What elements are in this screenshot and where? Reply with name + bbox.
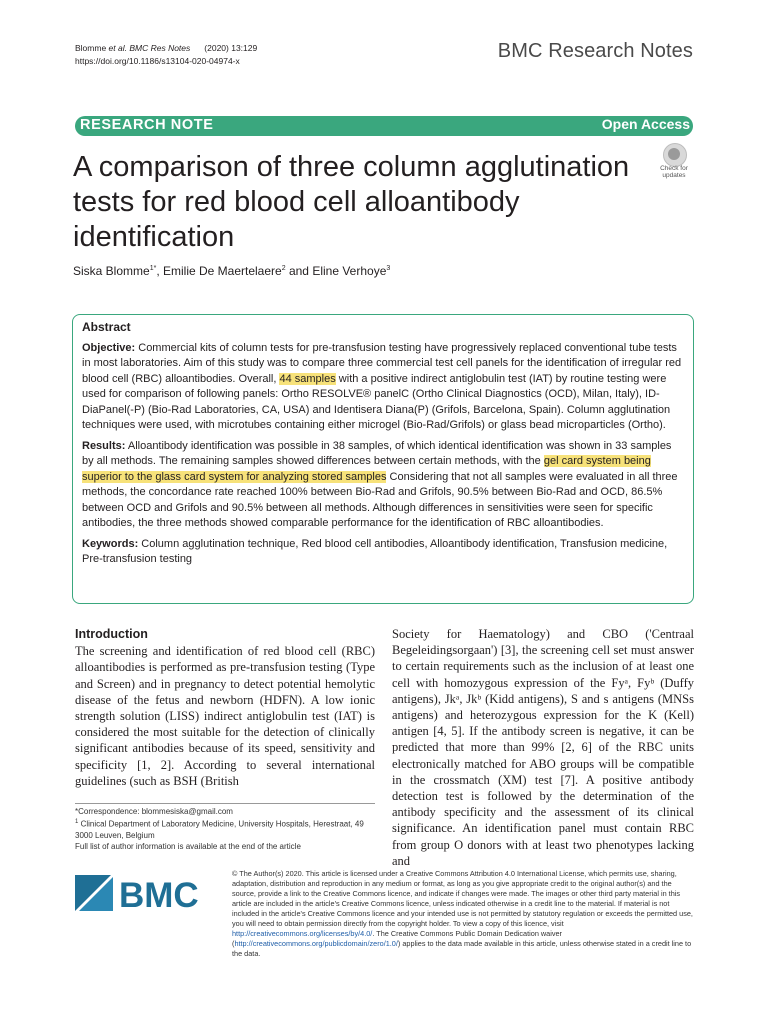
affiliation-number: 1 <box>75 819 79 825</box>
objective-text: Commercial kits of column tests for pre-transfusion testing have progressively replaced conventional tube tests in most laboratories. Aim of this study was to compare three commercial test cell panels for the identification of irregular red blood cell (RBC) alloantibodies. Overall, <box>82 341 682 385</box>
doi-link[interactable]: https://doi.org/10.1186/s13104-020-04974-x <box>75 56 240 66</box>
correspondence: *Correspondence: blommesiska@gmail.com <box>75 807 233 816</box>
check-for-updates-badge[interactable] <box>655 143 693 181</box>
citation-authors: Blomme <box>75 43 109 53</box>
check-updates-icon-inner <box>668 148 680 160</box>
author-name[interactable]: Eline Verhoye <box>312 264 387 278</box>
citation-journal: et al. BMC Res Notes <box>108 43 191 53</box>
open-access-label: Open Access <box>601 116 690 132</box>
author-affiliation: 3 <box>386 265 391 272</box>
results-text-cont: Considering that not all samples were evaluated in all three methods, the concordance rate reached 100% between Bio-Rad and Grifols, 90.5% between Bio-Rad and OCD, 86.5% between OCD and Grifols and 90.5% between all methods. Although differences in sensitivities were seen for specific antibodies, the three methods showed comparable performance for the identification of RBC alloantibodies. <box>82 470 678 529</box>
journal-name: BMC Research Notes <box>497 40 693 62</box>
author-info-note: Full list of author information is available at the end of the article <box>75 841 301 851</box>
body-column-right <box>392 626 694 869</box>
abstract-results <box>82 439 684 532</box>
citation-header <box>75 42 257 68</box>
bmc-logo <box>75 873 215 913</box>
license-link[interactable]: http://creativecommons.org/licenses/by/4.0/ <box>232 929 373 938</box>
results-label: Results: <box>82 439 126 452</box>
affiliation-text: Clinical Department of Laboratory Medicine, University Hospitals, Herestraat, 49 3000 Leuven, Belgium <box>75 819 364 840</box>
author-name[interactable]: Emilie De Maertelaere <box>162 264 282 278</box>
keywords-label: Keywords: <box>82 537 139 550</box>
affiliation <box>75 817 375 841</box>
author-list: Siska Blomme$^{1*}$, Emilie De Maertelaere$^2$ and Eline Verhoye$^3$ <box>73 264 391 278</box>
keywords-text: Column agglutination technique, Red blood cell antibodies, Alloantibody identification, Transfusion medicine, Pre-transfusion testing <box>82 537 668 565</box>
intro-paragraph: The screening and identification of red blood cell (RBC) alloantibodies is performed as pre-transfusion testing (Type and Screen) and in pregnancy to detect potential hemolytic disease of the fetus and newborn (HDFN). A low ionic strength solution (LISS) indirect antiglobulin test (IAT) is considered the most suitable for the detection of clinically significant antibodies because of its speed, sensitivity and specificity [1, 2]. According to several international guidelines (such as BSH (British <box>75 644 375 788</box>
license-body-end: ) applies to the data made available in this article, unless otherwise stated in a credit line to the data. <box>232 939 692 958</box>
author-affiliation: 1* <box>149 265 157 272</box>
intro-paragraph-cont: Society for Haematology) and CBO ('Centraal Begeleidingsorgaan') [3], the screening cell set must answer to certain requirements such as the inclusion of at least one cell with homozygous expression of the Fyᵃ, Fyᵇ (Duffy antigens), Jkᵃ, Jkᵇ (Kidd antigens), S and s antigens (MNSs antigens) and heterozygous expression for the K (Kell) antigen [4, 5]. If the antibody screen is negative, it can be predicted that more than 99% [2, 6] of the RBC units electronically matched for ABO groups will be compatible in the crossmatch (XM) test [7]. A positive antibody detection test is followed by the determination of the antibody specificity and the assessment of its clinical significance. An identification panel must contain RBC from group O donors with at least two phenotypes lacking and <box>392 627 694 868</box>
abstract-keywords <box>82 537 684 568</box>
section-heading-introduction: Introduction <box>75 627 148 641</box>
footnote <box>75 803 375 852</box>
citation-year: (2020) 13:129 <box>204 43 258 53</box>
abstract-heading: Abstract <box>82 320 131 334</box>
abstract-objective <box>82 341 684 434</box>
body-column-left <box>75 626 375 789</box>
license-body: © The Author(s) 2020. This article is licensed under a Creative Commons Attribution 4.0 International License, which permits use, sharing, adaptation, distribution and reproduction in any medium or format, as long as you give appropriate credit to the original author(s) and the source, provide a link to the Creative Commons licence, and indicate if changes were made. The images or other third party material in this article are included in the article's Creative Commons licence, unless indicated otherwise in a credit line to the material. If material is not included in the article's Creative Commons licence and your intended use is not permitted by statutory regulation or exceeds the permitted use, you will need to obtain permission directly from the copyright holder. To view a copy of this licence, visit <box>232 869 693 928</box>
objective-text-cont: with a positive indirect antiglobulin test (IAT) by routine testing were used for comparison of following panels: Ortho RESOLVE® panelC (Ortho Clinical Diagnostics (OCD), Milan, Italy), ID-DiaPanel(-P) (Bio-Rad Laboratories, CA, USA) and Identisera Diana(P) (Grifols, Barcelona, Spain). Column agglutination techniques were used, with microtubes containing either microgel (Bio-Rad/Grifols) or glass bead microparticles (Ortho). <box>82 372 671 431</box>
license-text <box>232 869 694 959</box>
results-text: Alloantibody identification was possible in 38 samples, of which identical identification was shown in 33 samples by all methods. The remaining samples showed differences between certain methods, with the <box>82 439 672 467</box>
highlight: gel card system being superior to the glass card system for analyzing stored samples <box>82 455 651 483</box>
article-type-label: RESEARCH NOTE <box>80 117 214 133</box>
logo-text: BMC <box>119 876 199 913</box>
check-updates-label: Check for updates <box>660 165 688 179</box>
public-domain-link[interactable]: http://creativecommons.org/publicdomain/zero/1.0/ <box>234 939 398 948</box>
author-affiliation: 2 <box>281 265 286 272</box>
abstract-content <box>82 320 684 573</box>
article-title: A comparison of three column agglutination tests for red blood cell alloantibody identification <box>73 151 630 253</box>
highlight: 44 samples <box>279 372 336 385</box>
objective-label: Objective: <box>82 341 136 354</box>
author-name[interactable]: Siska Blomme <box>73 264 150 278</box>
license-body-mid: . The Creative Commons Public Domain Dedication waiver ( <box>232 929 562 948</box>
